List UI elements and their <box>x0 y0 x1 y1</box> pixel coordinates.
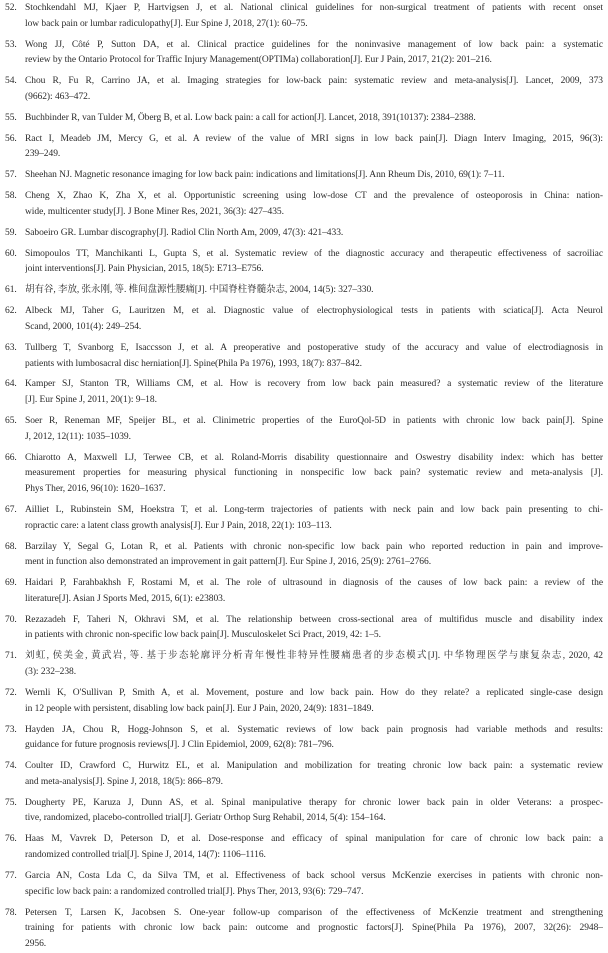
reference-entry <box>5 247 603 278</box>
reference-text <box>25 189 603 220</box>
reference-line: in patients with chronic non-specific low back pain[J]. Musculoskelet Sci Pract, 2019, 42: 1–5. <box>25 630 381 641</box>
reference-text <box>25 613 603 644</box>
reference-line: 2956. <box>25 938 47 949</box>
reference-text <box>25 540 603 571</box>
reference-text <box>25 649 603 680</box>
reference-entry <box>5 503 603 534</box>
reference-number: 65. <box>5 416 17 426</box>
reference-line: 胡有谷, 李放, 张永刚, 等. 椎间盘源性腰痛[J]. 中国脊柱脊髓杂志, 2004, 14(5): 327–330. <box>25 285 374 296</box>
reference-line: Rezazadeh F, Taheri N, Okhravi SM, et al. The relationship between cross-sectional area of multifidus muscle and disability index <box>25 614 603 625</box>
reference-number: 57. <box>5 170 17 181</box>
reference-entry <box>5 832 603 863</box>
reference-number: 71. <box>5 651 17 662</box>
reference-text <box>25 686 603 717</box>
reference-entry <box>5 759 603 790</box>
reference-number: 59. <box>5 227 17 238</box>
reference-entry <box>5 414 603 445</box>
reference-number: 54. <box>5 76 17 87</box>
reference-number: 56. <box>5 133 17 144</box>
reference-number: 70. <box>5 614 17 625</box>
reference-line: Phys Ther, 2016, 96(10): 1620–1637. <box>25 484 166 494</box>
reference-line: in 12 people with persistent, disabling low back pain[J]. Eur J Pain, 2020, 24(9): 1831–1849. <box>25 703 374 714</box>
reference-entry <box>5 1 603 32</box>
reference-number: 73. <box>5 724 17 735</box>
reference-text <box>25 226 603 242</box>
reference-entry <box>5 540 603 571</box>
reference-number: 66. <box>5 452 17 463</box>
reference-line: Sheehan NJ. Magnetic resonance imaging for low back pain: indications and limitations[J]. Ann Rheum Dis, 2010, 69(1): 7–11. <box>25 170 505 181</box>
reference-entry <box>5 341 603 372</box>
reference-line: Albeck MJ, Taher G, Lauritzen M, et al. Diagnostic value of electrophysiological tests in patients with sciatica[J]. Acta Neurol <box>25 306 603 317</box>
reference-line: Kamper SJ, Stanton TR, Williams CM, et al. How is recovery from low back pain measured? a systematic review of the literature <box>25 379 603 390</box>
reference-entry <box>5 226 603 242</box>
reference-line: [J]. Eur Spine J, 2011, 20(1): 9–18. <box>25 395 157 406</box>
reference-line: low back pain or lumbar radiculopathy[J]. Eur Spine J, 2018, 27(1): 60–75. <box>25 18 308 29</box>
reference-text <box>25 869 603 900</box>
reference-entry <box>5 283 603 299</box>
reference-line: Haidari P, Farahbakhsh F, Rostami M, et al. The role of ultrasound in diagnosis of the causes of low back pain: a review of the <box>25 578 603 589</box>
reference-entry <box>5 869 603 900</box>
reference-entry <box>5 613 603 644</box>
reference-text <box>25 759 603 790</box>
reference-line: 239–249. <box>25 149 61 160</box>
reference-line: literature[J]. Asian J Sports Med, 2015, 6(1): e23803. <box>25 593 226 604</box>
reference-line: Saboeiro GR. Lumbar discography[J]. Radiol Clin North Am, 2009, 47(3): 421–433. <box>25 227 344 238</box>
reference-text <box>25 247 603 278</box>
reference-entry <box>5 576 603 607</box>
reference-line: Hayden JA, Chou R, Hogg-Johnson S, et al. Systematic reviews of low back pain prognosis had variable methods and results: <box>25 724 603 735</box>
reference-line: Garcia AN, Costa Lda C, da Silva TM, et al. Effectiveness of back school versus McKenzie exercises in patients with chronic non- <box>25 870 603 881</box>
reference-line: ment in function also demonstrated an improvement in gait pattern[J]. Eur Spine J, 2016, 25(9): 2761–2766. <box>25 557 432 568</box>
reference-line: patients with lumbosacral disc herniation[J]. Spine(Phila Pa 1976), 1993, 18(7): 837–842. <box>25 358 362 369</box>
reference-line: review by the Ontario Protocol for Traffic Injury Management(OPTIMa) collaboration[J]. Eur J Pain, 2017, 21(2): 201–216. <box>25 55 492 66</box>
reference-entry <box>5 906 603 953</box>
reference-text <box>25 576 603 607</box>
reference-text <box>25 377 603 408</box>
reference-entry <box>5 168 603 184</box>
reference-text <box>25 796 603 827</box>
reference-line: Simopoulos TT, Manchikanti L, Gupta S, et al. Systematic review of the diagnostic accuracy and therapeutic effectiveness of sacroiliac <box>25 248 603 259</box>
reference-number: 74. <box>5 761 17 772</box>
reference-number: 53. <box>5 39 17 50</box>
reference-line: (3): 232–238. <box>25 667 77 677</box>
reference-line: Dougherty PE, Karuza J, Dunn AS, et al. Spinal manipulative therapy for chronic lower back pain in older Veterans: a prospec- <box>25 797 603 808</box>
reference-number: 76. <box>5 834 17 845</box>
reference-entry <box>5 686 603 717</box>
reference-line: Ract I, Meadeb JM, Mercy G, et al. A review of the value of MRI signs in low back pain[J]. Diagn Interv Imaging, 2015, 96(3): <box>25 133 603 144</box>
reference-number: 75. <box>5 797 17 808</box>
reference-number: 67. <box>5 504 17 515</box>
reference-line: Ailliet L, Rubinstein SM, Hoekstra T, et al. Long-term trajectories of patients with neck pain and low back pain presenting to chi- <box>25 504 603 515</box>
reference-text <box>25 723 603 754</box>
reference-line: Stochkendahl MJ, Kjaer P, Hartvigsen J, et al. National clinical guidelines for non-surgical treatment of patients with recent onset <box>25 3 603 13</box>
reference-text <box>25 74 603 105</box>
reference-number: 63. <box>5 342 17 353</box>
reference-line: guidance for future prognosis reviews[J]. J Clin Epidemiol, 2009, 62(8): 781–796. <box>25 740 334 751</box>
reference-entry <box>5 132 603 163</box>
reference-line: Chiarotto A, Maxwell LJ, Terwee CB, et al. Roland-Morris disability questionnaire and Oswestry disability index: which has better <box>25 452 603 463</box>
reference-text <box>25 414 603 445</box>
reference-entry <box>5 796 603 827</box>
reference-text <box>25 132 603 163</box>
reference-text <box>25 111 603 127</box>
reference-line: Barzilay Y, Segal G, Lotan R, et al. Patients with chronic non-specific low back pain who reported reduction in pain and improve- <box>25 541 603 552</box>
reference-number: 60. <box>5 248 17 259</box>
reference-entry <box>5 189 603 220</box>
reference-line: Wernli K, O'Sullivan P, Smith A, et al. Movement, posture and low back pain. How do they relate? a replicated single-case design <box>25 687 603 698</box>
reference-line: Scand, 2000, 101(4): 249–254. <box>25 321 142 332</box>
reference-line: randomized controlled trial[J]. Spine J, 2014, 14(7): 1106–1116. <box>25 850 266 860</box>
reference-text <box>25 304 603 335</box>
reference-line: J, 2012, 12(11): 1035–1039. <box>25 431 131 442</box>
reference-line: Tullberg T, Svanborg E, Isaccsson J, et al. A preoperative and postoperative study of the accuracy and value of electrodiagnosis in <box>25 342 603 353</box>
reference-entry <box>5 38 603 69</box>
reference-number: 58. <box>5 191 17 202</box>
reference-number: 69. <box>5 578 17 589</box>
reference-line: measurement properties for measuring physical functioning in nonspecific low back pain? systematic review and meta-analysis [J]. <box>25 468 603 479</box>
reference-line: ropractic care: a latent class growth analysis[J]. Eur J Pain, 2018, 22(1): 103–113. <box>25 520 332 531</box>
reference-number: 62. <box>5 306 17 317</box>
reference-line: joint interventions[J]. Pain Physician, 2015, 18(5): E713–E756. <box>25 264 264 275</box>
reference-line: Chou R, Fu R, Carrino JA, et al. Imaging strategies for low-back pain: systematic review and meta-analysis[J]. Lancet, 2009, 373 <box>25 76 603 87</box>
reference-text <box>25 1 603 32</box>
reference-number: 68. <box>5 541 17 552</box>
reference-number: 61. <box>5 285 17 296</box>
reference-text <box>25 832 603 863</box>
reference-text <box>25 168 603 184</box>
reference-line: training for patients with chronic low back pain: outcome and prognostic factors[J]. Spine(Phila Pa 1976), 2007, 32(26): 2948– <box>25 923 603 934</box>
reference-text <box>25 283 603 299</box>
reference-text <box>25 451 603 498</box>
reference-entry <box>5 451 603 498</box>
reference-line: specific low back pain: a randomized controlled trial[J]. Phys Ther, 2013, 93(6): 729–747. <box>25 886 364 897</box>
reference-number: 78. <box>5 907 17 918</box>
reference-line: Haas M, Vavrek D, Peterson D, et al. Dose-response and efficacy of spinal manipulation for care of chronic low back pain: a <box>25 834 603 845</box>
reference-line: and meta-analysis[J]. Spine J, 2018, 18(5): 866–879. <box>25 776 223 787</box>
reference-entry <box>5 723 603 754</box>
reference-line: Buchbinder R, van Tulder M, Öberg B, et al. Low back pain: a call for action[J]. Lancet, 2018, 391(10137): 2384–2388. <box>25 112 476 123</box>
reference-text <box>25 341 603 372</box>
reference-text <box>25 38 603 69</box>
reference-line: (9662): 463–472. <box>25 91 91 102</box>
reference-line: Petersen T, Larsen K, Jacobsen S. One-year follow-up comparison of the effectiveness of McKenzie treatment and strengthening <box>25 907 603 918</box>
reference-entry <box>5 111 603 127</box>
reference-number: 64. <box>5 379 17 390</box>
reference-text <box>25 906 603 953</box>
reference-entry <box>5 377 603 408</box>
reference-line: 刘虹, 侯美金, 黄武岩, 等. 基于步态轮廓评分析青年慢性非特异性腰痛患者的步态模式[J]. 中华物理医学与康复杂志, 2020, 42 <box>25 651 603 662</box>
reference-line: Coulter ID, Crawford C, Hurwitz EL, et al. Manipulation and mobilization for treating chronic low back pain: a systematic review <box>25 761 603 772</box>
reference-number: 52. <box>5 3 17 13</box>
reference-entry <box>5 304 603 335</box>
reference-line: Wong JJ, Côté P, Sutton DA, et al. Clinical practice guidelines for the noninvasive management of low back pain: a systematic <box>25 39 603 50</box>
reference-line: Cheng X, Zhao K, Zha X, et al. Opportunistic screening using low-dose CT and the prevalence of osteoporosis in China: nation- <box>25 191 603 202</box>
reference-text <box>25 503 603 534</box>
reference-line: tive, randomized, placebo-controlled trial[J]. Geriatr Orthop Surg Rehabil, 2014, 5(4): 154–164. <box>25 813 386 824</box>
reference-number: 55. <box>5 112 17 123</box>
reference-number: 72. <box>5 687 17 698</box>
reference-line: wide, multicenter study[J]. J Bone Miner Res, 2021, 36(3): 427–435. <box>25 206 284 217</box>
reference-number: 77. <box>5 870 17 881</box>
reference-line: Soer R, Reneman MF, Speijer BL, et al. Clinimetric properties of the EuroQol-5D in patients with chronic low back pain[J]. Spine <box>25 416 603 426</box>
reference-entry <box>5 649 603 680</box>
reference-entry <box>5 74 603 105</box>
